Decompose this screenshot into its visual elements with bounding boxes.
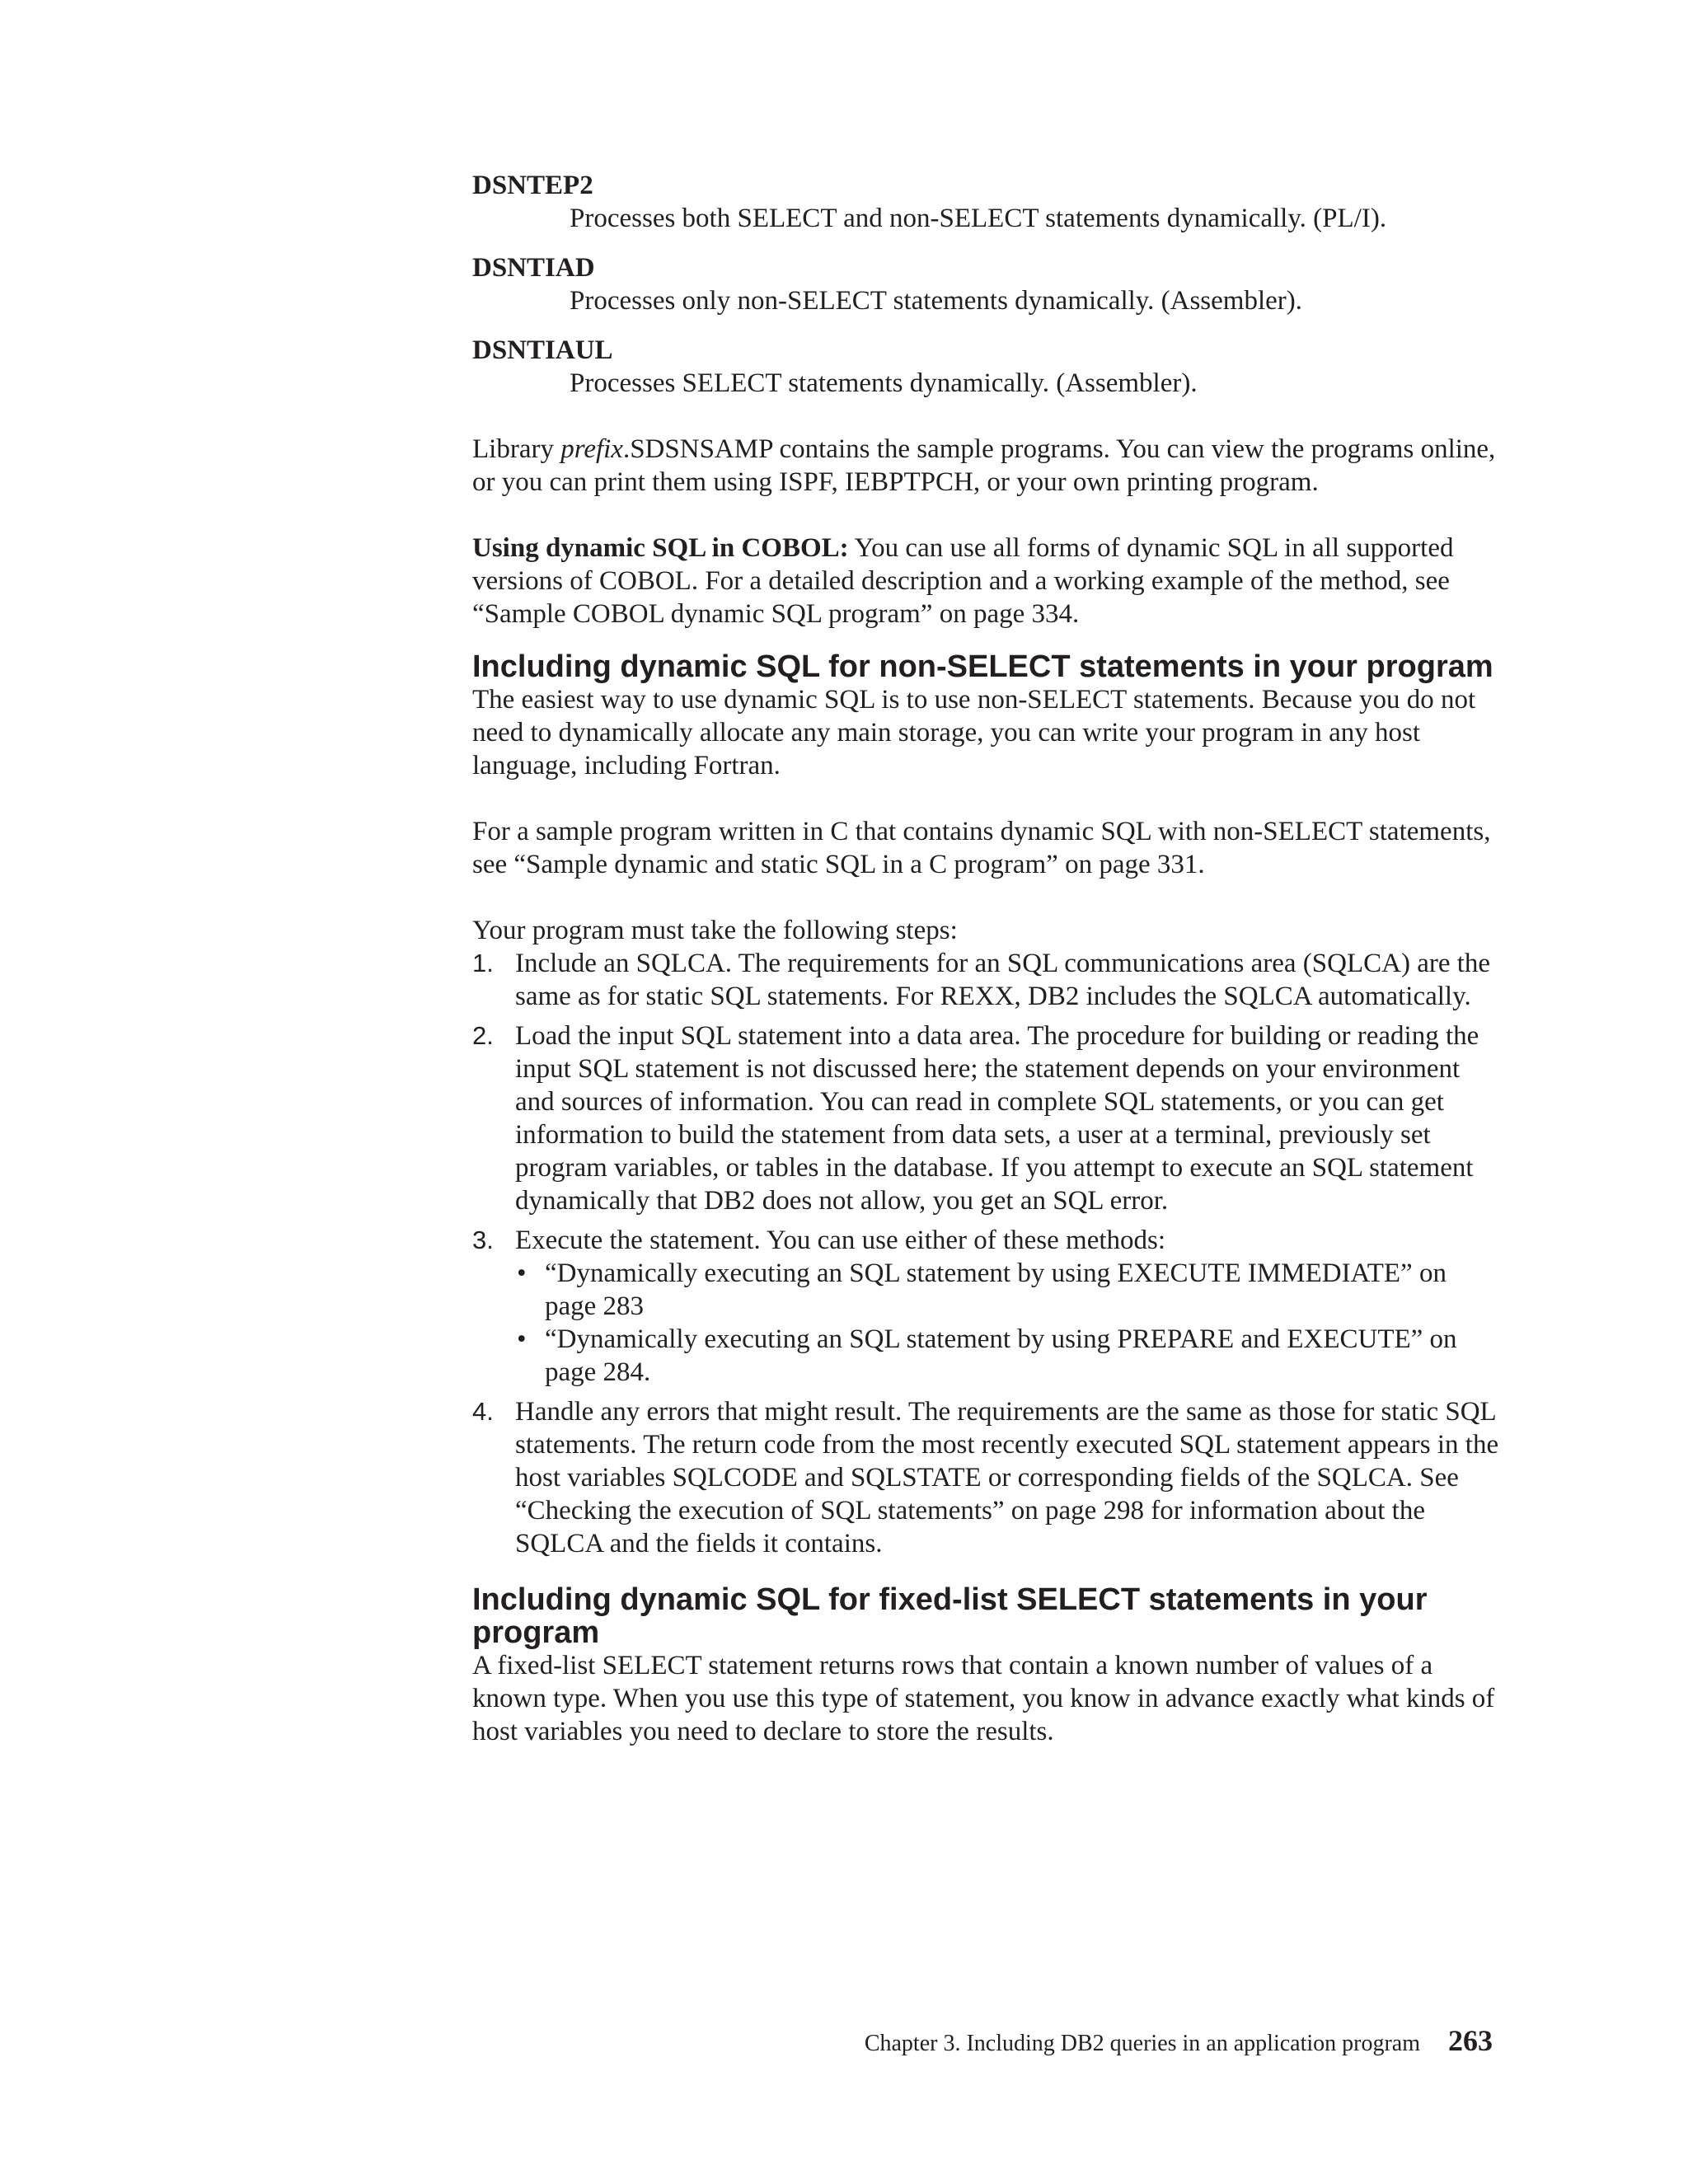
term-dsntiaul: DSNTIAUL <box>472 335 613 365</box>
page-content <box>472 169 1503 1781</box>
section-heading-fixed-list: Including dynamic SQL for fixed-list SELECT statements in your program <box>472 1582 1428 1650</box>
page-footer <box>865 2024 1493 2060</box>
link-execute-immediate[interactable]: “Dynamically executing an SQL statement by using EXECUTE IMMEDIATE” on page 283 <box>545 1258 1447 1321</box>
step-number: 3. <box>472 1226 494 1254</box>
step-number: 2. <box>472 1021 494 1050</box>
definition-dsntep2: Processes both SELECT and non-SELECT statements dynamically. (PL/I). <box>570 204 1387 233</box>
definition-dsntiad: Processes only non-SELECT statements dynamically. (Assembler). <box>570 286 1303 316</box>
cobol-lead: Using dynamic SQL in COBOL: <box>472 533 849 563</box>
cobol-text: You can use all forms of dynamic SQL in all supported versions of COBOL. For a detailed description and a working example of the method, see “Sample COBOL dynamic SQL program” on page 334. <box>472 533 1454 629</box>
step-text: Load the input SQL statement into a data area. The procedure for building or reading the input SQL statement is not discussed here; the statement depends on your environment and sources of information. You can read in complete SQL statements, or you can get information to build the statement from data sets, a user at a terminal, previously set program variables, or tables in the database. If you attempt to execute an SQL statement dynamically that DB2 does not allow, you get an SQL error. <box>515 1021 1479 1216</box>
step-item <box>472 1395 1503 1560</box>
footer-chapter-title: Chapter 3. Including DB2 queries in an application program <box>864 2031 1420 2056</box>
library-text-post: .SDSNSAMP contains the sample programs. You can view the programs online, or you can print them using ISPF, IEBPTPCH, or your own printing program. <box>472 434 1496 497</box>
link-prepare-execute[interactable]: “Dynamically executing an SQL statement by using PREPARE and EXECUTE” on page 284. <box>545 1324 1457 1387</box>
step-number: 1. <box>472 949 494 977</box>
library-paragraph <box>472 433 1503 499</box>
bullet-item <box>515 1257 1503 1323</box>
term-dsntiad: DSNTIAD <box>472 253 595 283</box>
method-bullets <box>515 1257 1503 1389</box>
term-dsntep2: DSNTEP2 <box>472 171 593 200</box>
steps-list <box>472 947 1503 1560</box>
bullet-item <box>515 1323 1503 1389</box>
step-number: 4. <box>472 1397 494 1426</box>
definition-list <box>472 169 1503 400</box>
cobol-paragraph <box>472 532 1503 630</box>
library-text-pre: Library <box>472 434 561 464</box>
library-prefix-italic: prefix <box>560 434 623 464</box>
definition-dsntiaul: Processes SELECT statements dynamically. (Assembler). <box>570 368 1198 398</box>
page-number: 263 <box>1448 2024 1493 2057</box>
section1-paragraph-1: The easiest way to use dynamic SQL is to use non-SELECT statements. Because you do not need to dynamically allocate any main storage, you can write your program in any host language, including Fortran. <box>472 685 1476 780</box>
section2-paragraph-1: A fixed-list SELECT statement returns rows that contain a known number of values of a known type. When you use this type of statement, you know in advance exactly what kinds of host variables you need to declare to store the results. <box>472 1651 1495 1746</box>
bullet-icon: • <box>517 1324 527 1354</box>
step-text: Include an SQLCA. The requirements for an SQL communications area (SQLCA) are the same as for static SQL statements. For REXX, DB2 includes the SQLCA automatically. <box>515 949 1491 1011</box>
section-heading-non-select: Including dynamic SQL for non-SELECT statements in your program <box>472 649 1493 684</box>
step-item <box>472 1224 1503 1389</box>
section1-paragraph-3: Your program must take the following steps: <box>472 916 958 945</box>
bullet-icon: • <box>517 1258 527 1288</box>
step-item <box>472 1019 1503 1217</box>
step-text: Handle any errors that might result. The requirements are the same as those for static SQL statements. The return code from the most recently executed SQL statement appears in the host variables SQLCODE and SQLSTATE or corresponding fields of the SQLCA. See “Checking the execution of SQL statements” on page 298 for information about the SQLCA and the fields it contains. <box>515 1397 1499 1558</box>
step-text: Execute the statement. You can use either of these methods: <box>515 1226 1166 1255</box>
step-item <box>472 947 1503 1013</box>
section1-paragraph-2: For a sample program written in C that contains dynamic SQL with non-SELECT statements, see “Sample dynamic and static SQL in a C program” on page 331. <box>472 817 1491 879</box>
